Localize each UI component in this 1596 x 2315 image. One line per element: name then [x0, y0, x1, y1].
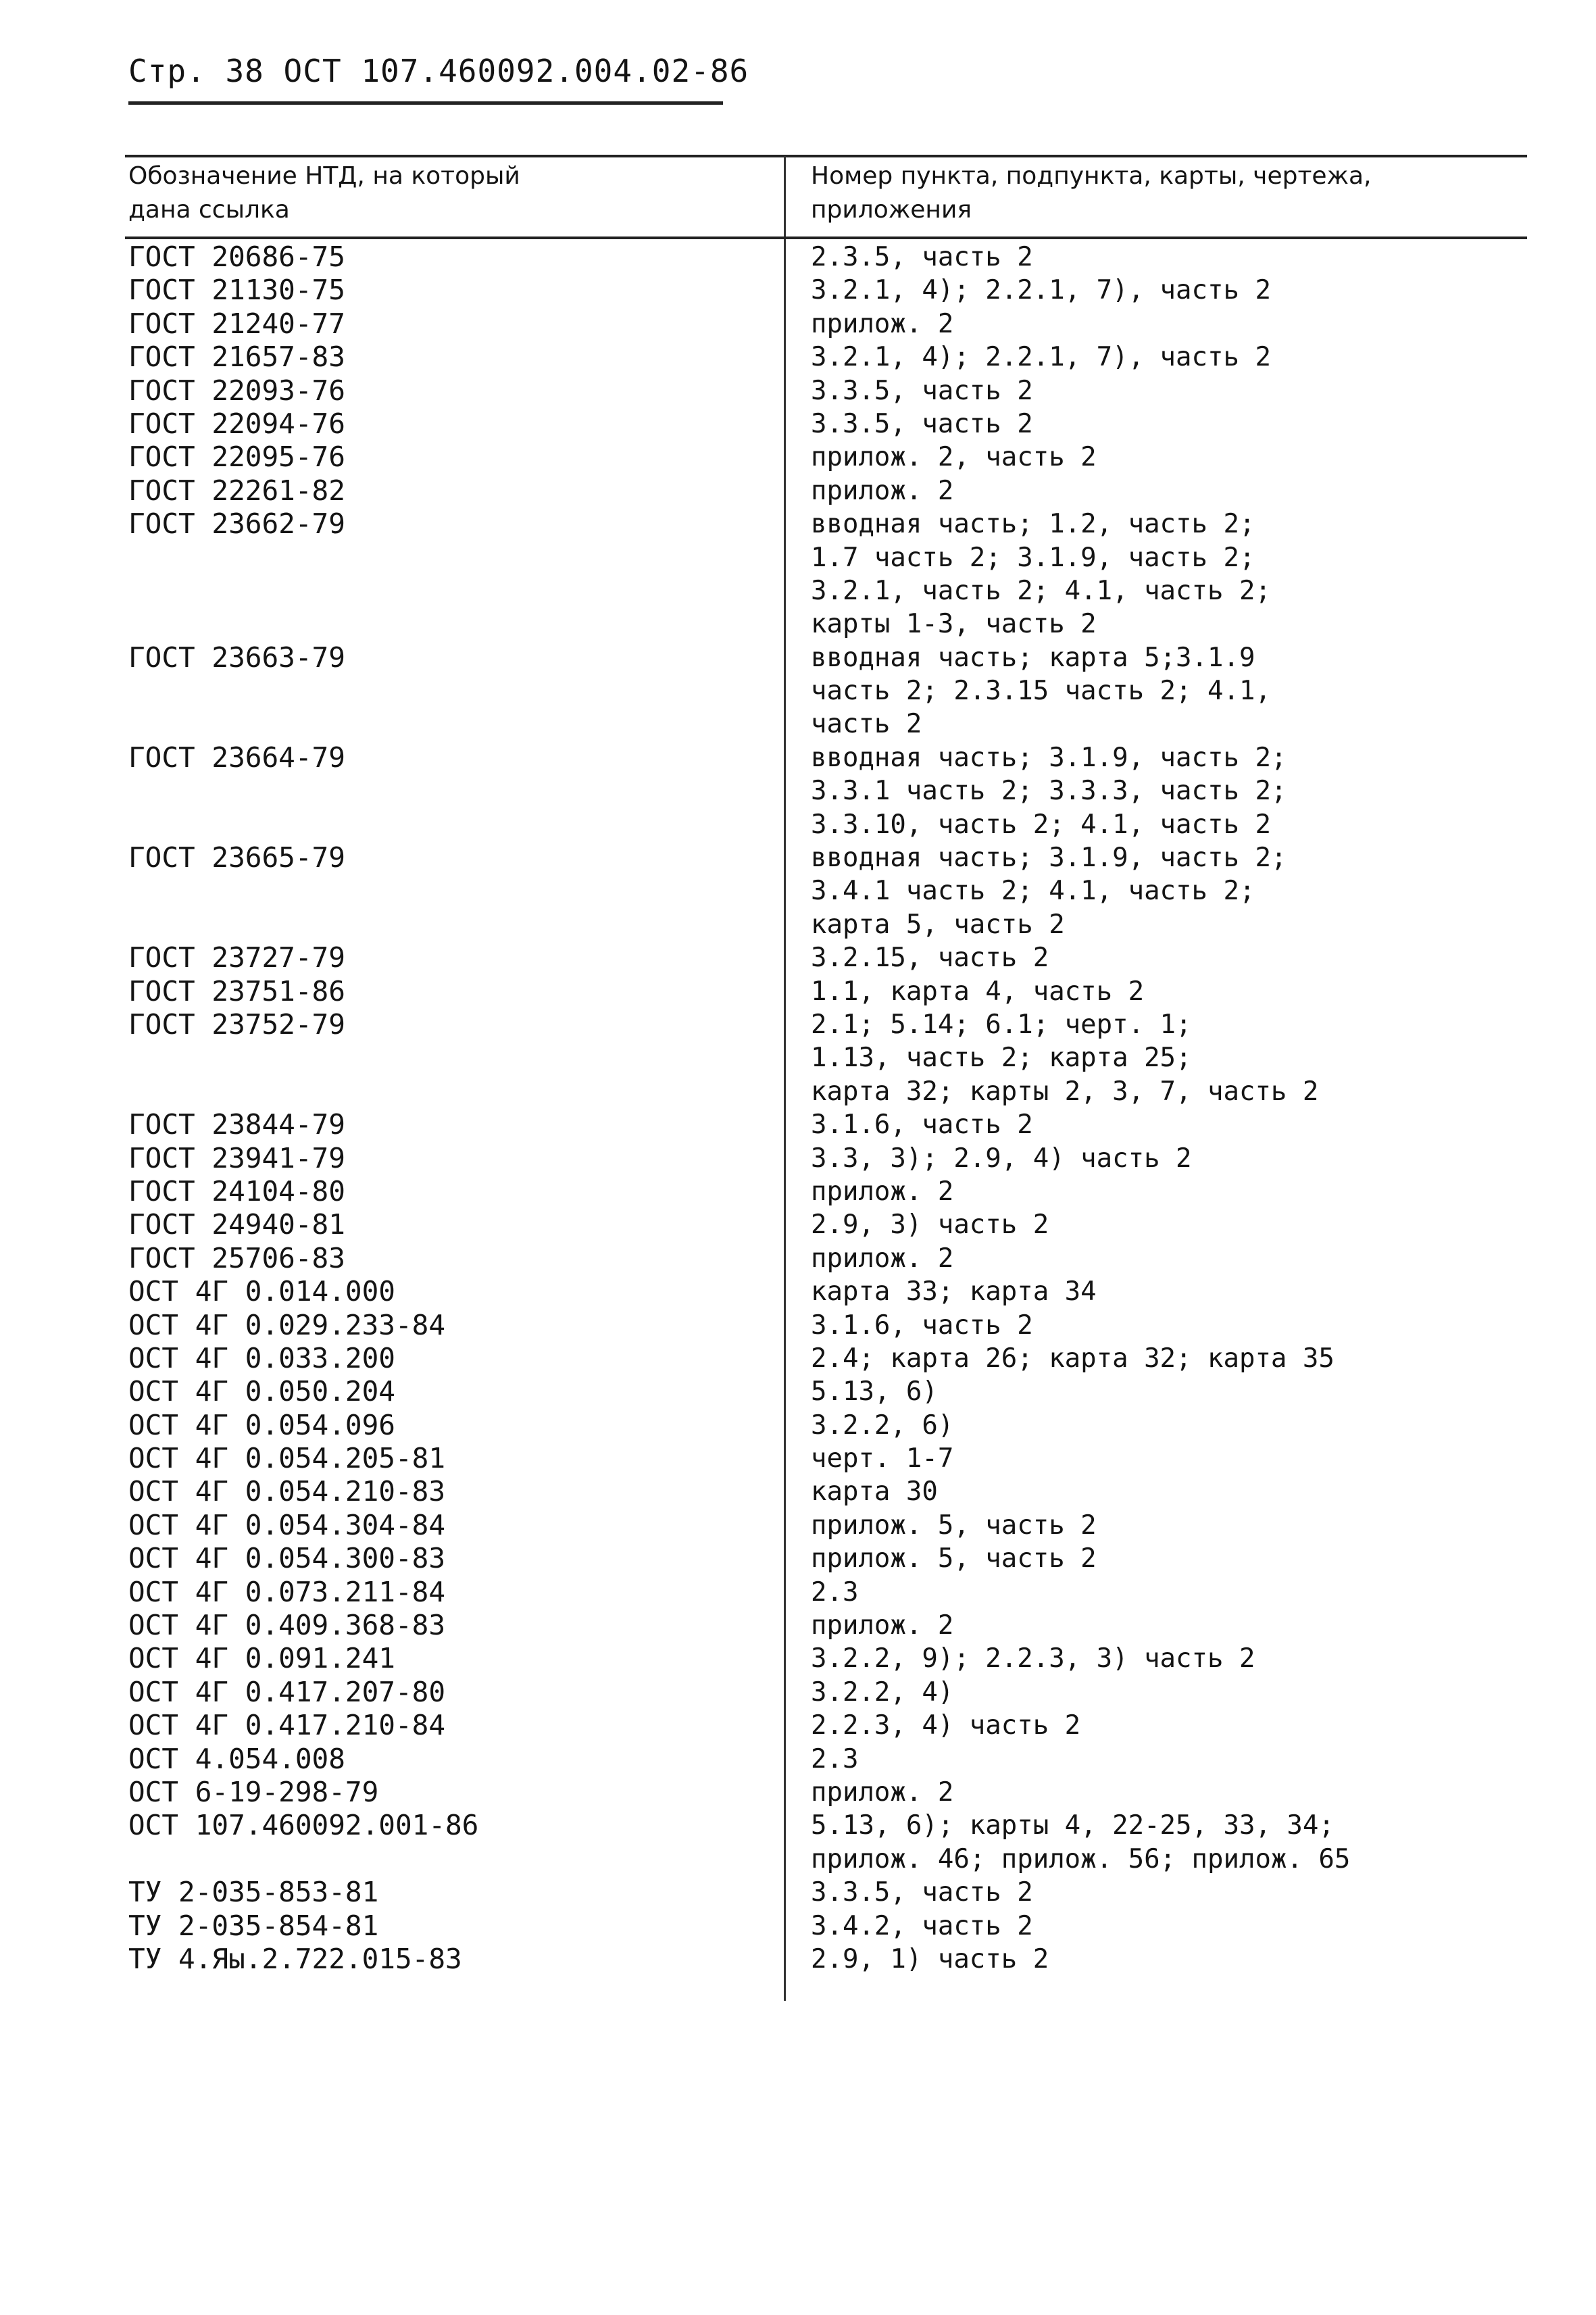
- designation-cell: ГОСТ 23941-79: [128, 1141, 345, 1174]
- reference-cell: прилож. 2: [811, 1610, 954, 1641]
- reference-cell: 5.13, 6); карты 4, 22-25, 33, 34;: [811, 1810, 1335, 1841]
- reference-column: [811, 241, 1527, 1976]
- reference-cell: прилож. 2: [811, 1176, 954, 1207]
- designation-cell: [128, 1041, 777, 1074]
- designation-cell: ОСТ 6-19-298-79: [128, 1775, 379, 1808]
- reference-cell: 2.3.5, часть 2: [811, 242, 1033, 272]
- designation-cell: ГОСТ 23665-79: [128, 841, 345, 874]
- column-header-line: дана ссылка: [128, 196, 290, 224]
- designation-cell: ОСТ 4Г 0.029.233-84: [128, 1308, 445, 1341]
- reference-cell: 2.4; карта 26; карта 32; карта 35: [811, 1343, 1335, 1374]
- reference-cell: карты 1-3, часть 2: [811, 609, 1097, 640]
- designation-cell: ГОСТ 22261-82: [128, 474, 345, 507]
- designation-cell: [128, 908, 777, 941]
- designation-cell: ГОСТ 23727-79: [128, 941, 345, 974]
- column-header-designation: [128, 159, 770, 227]
- designation-cell: ГОСТ 24104-80: [128, 1174, 345, 1208]
- designation-cell: ГОСТ 23751-86: [128, 974, 345, 1007]
- designation-cell: [128, 607, 777, 641]
- designation-cell: ГОСТ 21130-75: [128, 274, 345, 307]
- reference-cell: 3.3.5, часть 2: [811, 1877, 1033, 1908]
- designation-cell: ГОСТ 22093-76: [128, 374, 345, 407]
- table-top-border: [125, 155, 1527, 157]
- designation-cell: [128, 707, 777, 741]
- reference-cell: прилож. 2: [811, 308, 954, 339]
- reference-cell: 3.3.5, часть 2: [811, 408, 1033, 439]
- designation-cell: ОСТ 4Г 0.054.300-83: [128, 1542, 445, 1575]
- designation-cell: [128, 674, 777, 707]
- designation-cell: ОСТ 4Г 0.050.204: [128, 1375, 395, 1408]
- reference-cell: 1.7 часть 2; 3.1.9, часть 2;: [811, 542, 1255, 573]
- designation-cell: ОСТ 4Г 0.033.200: [128, 1341, 395, 1374]
- reference-cell: вводная часть; 3.1.9, часть 2;: [811, 742, 1287, 773]
- designation-cell: ГОСТ 22094-76: [128, 407, 345, 440]
- reference-cell: часть 2: [811, 709, 922, 740]
- reference-cell: вводная часть; 1.2, часть 2;: [811, 509, 1255, 540]
- reference-cell: карта 5, часть 2: [811, 909, 1065, 940]
- designation-cell: ОСТ 4Г 0.417.210-84: [128, 1709, 445, 1742]
- reference-cell: 3.1.6, часть 2: [811, 1310, 1033, 1341]
- column-header-reference-number: [811, 159, 1527, 227]
- reference-cell: 5.13, 6): [811, 1376, 938, 1408]
- designation-cell: ОСТ 107.460092.001-86: [128, 1809, 479, 1842]
- reference-cell: 3.2.15, часть 2: [811, 943, 1049, 974]
- designation-cell: ГОСТ 23844-79: [128, 1108, 345, 1141]
- reference-cell: карта 32; карты 2, 3, 7, часть 2: [811, 1076, 1319, 1107]
- reference-cell: 3.2.1, 4); 2.2.1, 7), часть 2: [811, 275, 1271, 306]
- column-header-line: приложения: [811, 196, 972, 224]
- designation-cell: ГОСТ 20686-75: [128, 241, 345, 273]
- designation-cell: ТУ 2-035-853-81: [128, 1876, 379, 1909]
- reference-cell: 2.9, 1) часть 2: [811, 1943, 1049, 1974]
- designation-cell: ГОСТ 23663-79: [128, 641, 345, 674]
- reference-cell: карта 30: [811, 1476, 938, 1508]
- designation-cell: ГОСТ 23662-79: [128, 507, 345, 541]
- designation-cell: ОСТ 4.054.008: [128, 1742, 345, 1775]
- designation-cell: ТУ 4.Яы.2.722.015-83: [128, 1942, 462, 1975]
- designation-cell: ОСТ 4Г 0.409.368-83: [128, 1609, 445, 1642]
- designation-cell: ГОСТ 21657-83: [128, 341, 345, 374]
- designation-cell: ГОСТ 22095-76: [128, 441, 345, 474]
- reference-cell: 3.2.1, 4); 2.2.1, 7), часть 2: [811, 342, 1271, 373]
- designation-cell: [128, 808, 777, 841]
- reference-cell: прилож. 2: [811, 1776, 954, 1808]
- designation-cell: ГОСТ 23752-79: [128, 1007, 345, 1041]
- reference-cell: 2.1; 5.14; 6.1; черт. 1;: [811, 1009, 1192, 1040]
- designation-cell: ГОСТ 23664-79: [128, 741, 345, 774]
- reference-cell: 2.3: [811, 1743, 859, 1774]
- designation-cell: ОСТ 4Г 0.054.304-84: [128, 1508, 445, 1541]
- designation-cell: [128, 874, 777, 907]
- designation-cell: ОСТ 4Г 0.054.205-81: [128, 1442, 445, 1475]
- reference-cell: 2.2.3, 4) часть 2: [811, 1710, 1081, 1741]
- reference-cell: прилож. 46; прилож. 56; прилож. 65: [811, 1843, 1351, 1874]
- reference-cell: вводная часть; 3.1.9, часть 2;: [811, 843, 1287, 874]
- reference-cell: 3.2.2, 6): [811, 1410, 954, 1441]
- designation-cell: ГОСТ 24940-81: [128, 1208, 345, 1241]
- designation-cell: ОСТ 4Г 0.014.000: [128, 1275, 395, 1308]
- reference-cell: 3.2.1, часть 2; 4.1, часть 2;: [811, 575, 1271, 606]
- reference-cell: 3.2.2, 4): [811, 1676, 954, 1708]
- reference-cell: 3.3, 3); 2.9, 4) часть 2: [811, 1143, 1192, 1174]
- column-header-line: Обозначение НТД, на который: [128, 162, 520, 190]
- designation-cell: ОСТ 4Г 0.054.210-83: [128, 1475, 445, 1508]
- reference-cell: 1.1, карта 4, часть 2: [811, 976, 1145, 1007]
- reference-cell: прилож. 2: [811, 1243, 954, 1274]
- column-divider: [784, 156, 786, 2001]
- page-header: Стр. 38 ОСТ 107.460092.004.02-86: [128, 53, 749, 89]
- reference-cell: прилож. 5, часть 2: [811, 1543, 1097, 1574]
- designation-cell: [128, 1075, 777, 1108]
- designation-cell: ОСТ 4Г 0.073.211-84: [128, 1575, 445, 1608]
- designation-cell: ТУ 2-035-854-81: [128, 1909, 379, 1942]
- reference-cell: 1.13, часть 2; карта 25;: [811, 1043, 1192, 1074]
- designation-cell: ОСТ 4Г 0.054.096: [128, 1408, 395, 1441]
- reference-cell: 3.3.5, часть 2: [811, 375, 1033, 406]
- designation-cell: ГОСТ 21240-77: [128, 307, 345, 340]
- reference-cell: 3.3.10, часть 2; 4.1, часть 2: [811, 809, 1271, 840]
- reference-cell: 2.9, 3) часть 2: [811, 1210, 1049, 1241]
- designation-cell: [128, 574, 777, 607]
- designation-cell: [128, 774, 777, 807]
- designation-cell: [128, 1843, 777, 1876]
- column-header-line: Номер пункта, подпункта, карты, чертежа,: [811, 162, 1372, 190]
- reference-cell: вводная часть; карта 5;3.1.9: [811, 642, 1255, 673]
- designation-cell: ГОСТ 25706-83: [128, 1241, 345, 1274]
- designation-cell: [128, 541, 777, 574]
- designation-column: [128, 241, 777, 1976]
- table-header-border: [125, 237, 1527, 239]
- reference-cell: 3.2.2, 9); 2.2.3, 3) часть 2: [811, 1643, 1255, 1674]
- reference-cell: 3.4.1 часть 2; 4.1, часть 2;: [811, 876, 1255, 907]
- reference-cell: прилож. 2: [811, 475, 954, 506]
- reference-cell: прилож. 5, часть 2: [811, 1510, 1097, 1541]
- header-underline: [128, 101, 723, 105]
- reference-cell: черт. 1-7: [811, 1443, 954, 1474]
- reference-cell: 2.3: [811, 1576, 859, 1608]
- designation-cell: ОСТ 4Г 0.091.241: [128, 1642, 395, 1675]
- reference-cell: часть 2; 2.3.15 часть 2; 4.1,: [811, 676, 1271, 707]
- reference-cell: 3.4.2, часть 2: [811, 1910, 1033, 1941]
- reference-cell: 3.3.1 часть 2; 3.3.3, часть 2;: [811, 776, 1287, 807]
- reference-cell: прилож. 2, часть 2: [811, 442, 1097, 473]
- reference-cell: карта 33; карта 34: [811, 1276, 1097, 1308]
- reference-cell: 3.1.6, часть 2: [811, 1110, 1033, 1141]
- designation-cell: ОСТ 4Г 0.417.207-80: [128, 1675, 445, 1708]
